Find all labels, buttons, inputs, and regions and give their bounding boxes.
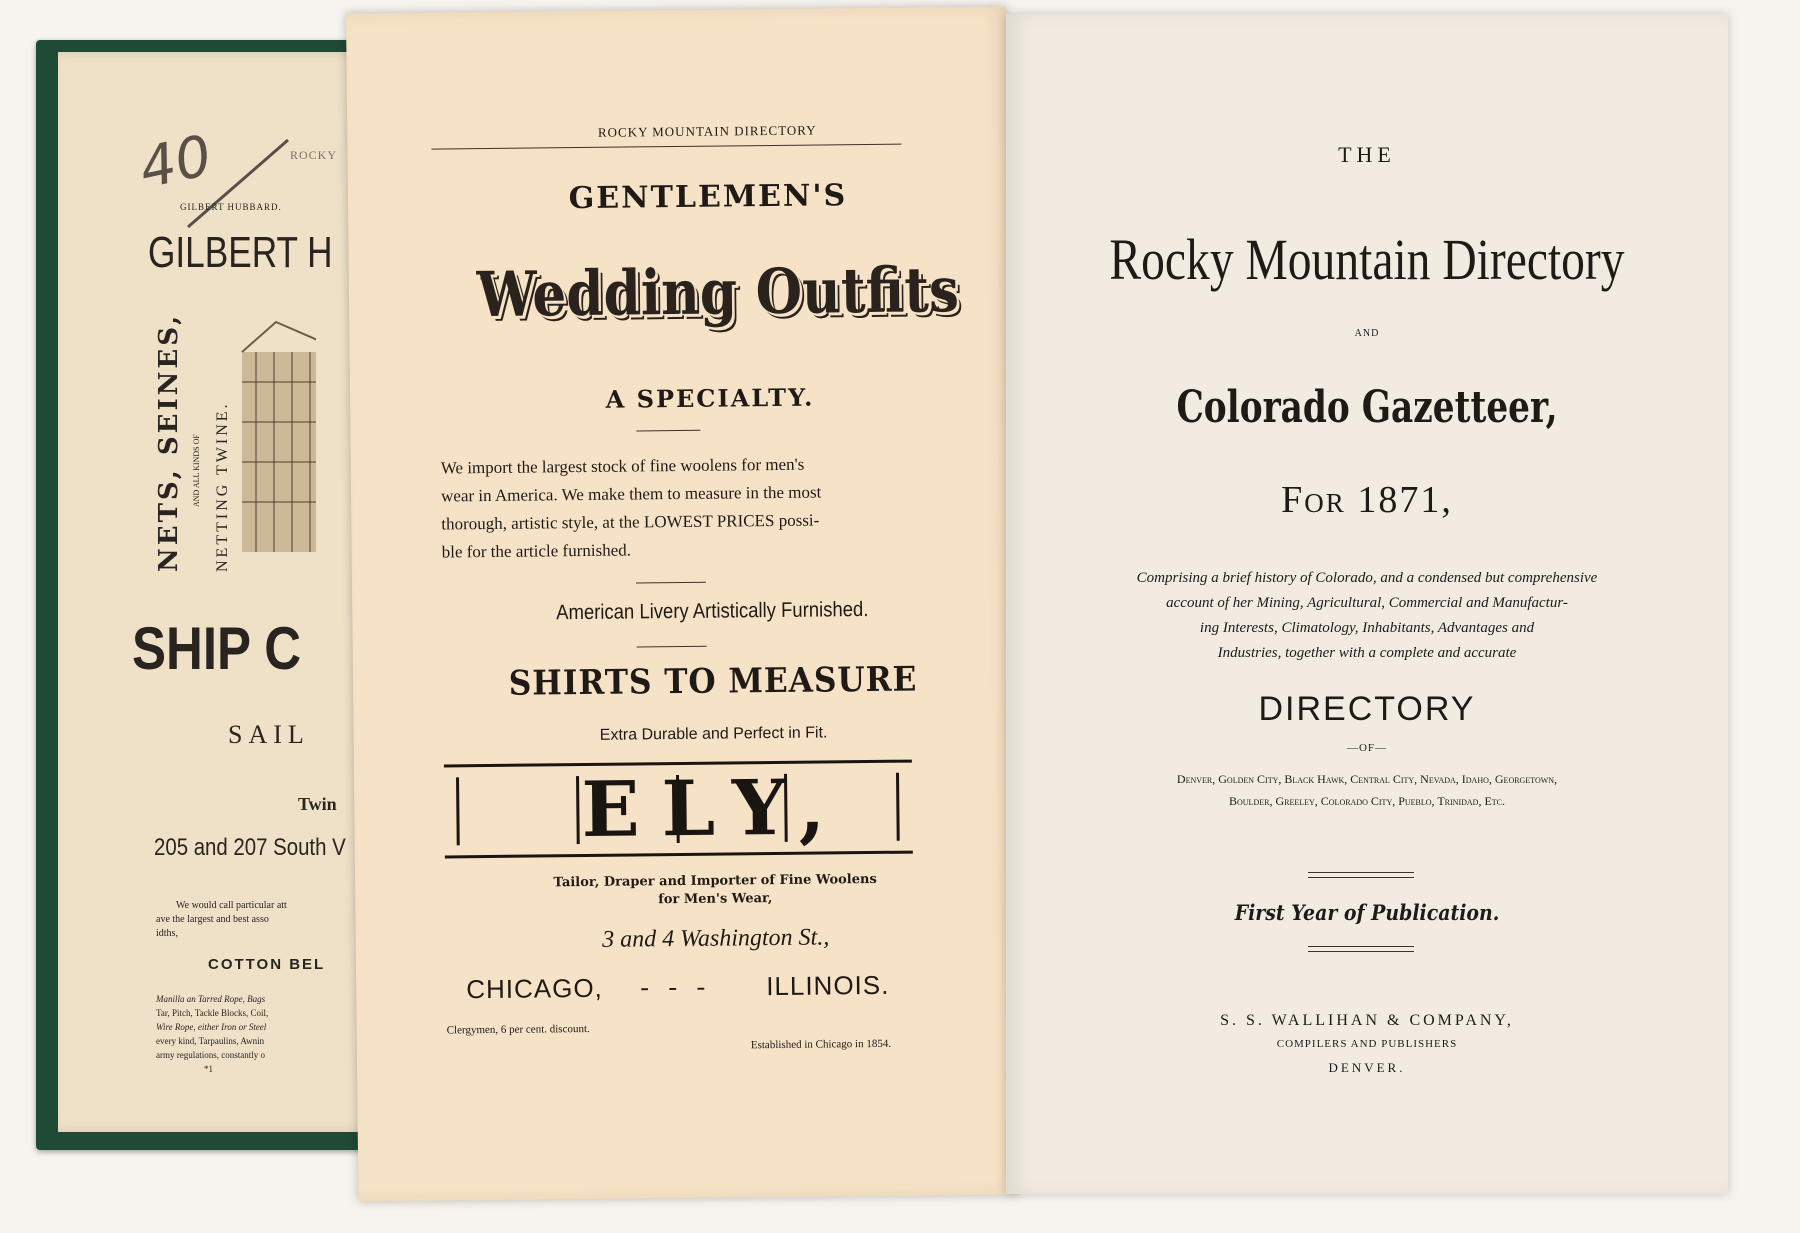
cities-line-2: Boulder, Greeley, Colorado City, Pueblo, Trinidad, Etc. <box>1229 794 1505 808</box>
and-word: AND <box>1354 328 1380 339</box>
handwritten-slash <box>168 132 308 242</box>
city-dashes: - - - <box>640 971 706 1002</box>
left-small-2: Tar, Pitch, Tackle Blocks, Coil, <box>156 1008 269 1018</box>
ely-name: ELY, <box>581 762 848 855</box>
advert-page <box>346 7 1018 1202</box>
left-small-3: Wire Rope, either Iron or Steel <box>156 1022 267 1032</box>
description-3: ing Interests, Climatology, Inhabitants, Advantages and <box>1199 620 1535 636</box>
left-running-head: ROCKY <box>290 148 338 162</box>
year-title: For 1871, <box>1281 479 1453 521</box>
left-small-1: Manilla an Tarred Rope, Bags <box>156 994 266 1004</box>
twine-text: Twin <box>298 794 337 814</box>
double-rule-top <box>1308 872 1414 878</box>
building-engraving <box>236 312 316 562</box>
paragraph-line-1: We import the largest stock of fine woolens for men's <box>440 454 805 478</box>
main-title: Rocky Mountain Directory <box>1109 227 1625 292</box>
left-big-name: GILBERT H <box>148 228 333 277</box>
cotton-belt: COTTON BEL <box>208 956 326 973</box>
rule-3 <box>637 646 707 648</box>
left-small-4: every kind, Tarpaulins, Awnin <box>156 1036 265 1046</box>
compilers-line: COMPILERS AND PUBLISHERS <box>1276 1038 1458 1050</box>
wedding-outfits-heading: Wedding Outfits <box>476 253 960 332</box>
paragraph-line-2: wear in America. We make them to measure in the most <box>440 482 822 506</box>
left-body-2: ave the largest and best asso <box>156 914 269 925</box>
double-rule-bottom <box>1308 946 1414 952</box>
ship-chandlery: SHIP C <box>132 615 302 682</box>
shirts-heading: SHIRTS TO MEASURE <box>508 659 918 704</box>
livery-line: American Livery Artistically Furnished. <box>556 598 869 625</box>
tailor-line-2: for Men's Wear, <box>658 891 773 908</box>
vertical-twine: NETTING TWINE. <box>214 401 231 572</box>
vertical-small: AND ALL KINDS OF <box>192 434 201 507</box>
left-footer-mark: *1 <box>204 1064 213 1074</box>
description-4: Industries, together with a complete and accurate <box>1217 645 1517 661</box>
denver-line: DENVER. <box>1328 1060 1406 1075</box>
vertical-nets: NETS, SEINES, <box>154 312 184 572</box>
of-word: —OF— <box>1346 742 1388 754</box>
street-line: 3 and 4 Washington St., <box>602 924 830 953</box>
gentlemens-heading: GENTLEMEN'S <box>568 178 848 217</box>
title-page <box>1006 14 1728 1194</box>
handwritten-number: 40 <box>134 123 218 202</box>
first-year-line: First Year of Publication. <box>1234 900 1500 925</box>
city-right: ILLINOIS. <box>766 969 890 1002</box>
cities-line-1: Denver, Golden City, Black Hawk, Central City, Nevada, Idaho, Georgetown, <box>1176 772 1558 786</box>
durable-line: Extra Durable and Perfect in Fit. <box>599 724 828 744</box>
directory-heading: DIRECTORY <box>1258 690 1476 728</box>
gazetteer-title: Colorado Gazetteer, <box>1176 382 1558 433</box>
head-rule <box>431 144 901 150</box>
mid-running-head: ROCKY MOUNTAIN DIRECTORY <box>597 122 817 140</box>
left-small-name: GILBERT HUBBARD. <box>180 202 282 212</box>
established-note: Established in Chicago in 1854. <box>750 1037 892 1052</box>
description-1: Comprising a brief history of Colorado, and a condensed but comprehensive <box>1136 570 1598 586</box>
sail-text: SAIL <box>228 720 310 749</box>
tailor-line-1: Tailor, Draper and Importer of Fine Woolens <box>553 871 877 891</box>
left-body-3: idths, <box>156 928 178 939</box>
rule-2 <box>636 582 706 584</box>
rule-1 <box>636 430 700 432</box>
city-left: CHICAGO, <box>466 972 603 1005</box>
left-address: 205 and 207 South V <box>154 834 346 861</box>
clergy-note: Clergymen, 6 per cent. discount. <box>446 1022 590 1037</box>
left-body-1: We would call particular att <box>176 900 287 911</box>
publisher-name: S. S. WALLIHAN & COMPANY, <box>1220 1012 1514 1029</box>
paragraph-line-4: ble for the article furnished. <box>441 540 632 562</box>
description-2: account of her Mining, Agricultural, Commercial and Manufactur- <box>1166 595 1568 611</box>
specialty-heading: A SPECIALTY. <box>605 382 815 414</box>
paragraph-line-3: thorough, artistic style, at the LOWEST PRICES possi- <box>441 510 820 534</box>
the-word: THE <box>1338 142 1396 167</box>
left-small-5: army regulations, constantly o <box>156 1050 265 1060</box>
